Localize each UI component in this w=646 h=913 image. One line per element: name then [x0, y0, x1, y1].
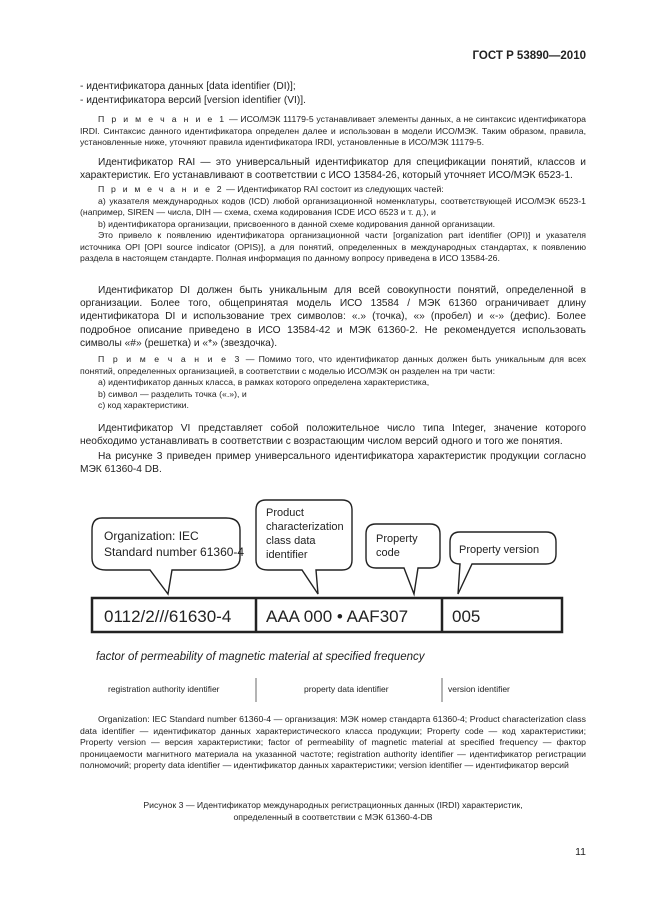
bubble-version-text: Property version — [459, 544, 540, 556]
list-item: - идентификатора данных [data identifier (DI)]; — [80, 81, 296, 92]
bubble-pc-line: Product — [266, 507, 304, 519]
note-tail: Это привело к появлению идентификатора организационной части [organization part identifier (OPI)] и указателя источника OPI [OPI source indicator (OPIS)], а для понятий, определенных в международных стандартах, к появлению раздела в настоящем стандарте. Полная информация по данному вопросу приведена в ИСО 13584-26. — [80, 230, 586, 263]
note-label: П р и м е ч а н и е 3 — [98, 354, 242, 364]
standard-header: ГОСТ Р 53890—2010 — [472, 50, 586, 62]
note-text: — ИСО/МЭК 11179-5 устанавливает элементы данных, а не синтаксис идентификатора IRDI. Синтаксис данного идентификатора определен далее и использован в модели ИСО/МЭК. Таким образом, правила, установленные ниже, уточняют правила идентификатора IRDI, установленные в ИСО/МЭК 11179-5. — [80, 114, 586, 147]
note-item: a) идентификатор данных класса, в рамках которого определена характеристика, — [98, 377, 430, 387]
irdi-figure — [80, 498, 586, 703]
paragraph-rai: Идентификатор RAI — это универсальный идентификатор для спецификации понятий, классов и характеристик. Его устанавливают в соответствии с ИСО 13584-26, который уточняет ИСО/МЭК 6523-1. — [80, 157, 586, 182]
note-1 — [80, 114, 586, 149]
note-3 — [80, 354, 586, 412]
paragraph-vi: Идентификатор VI представляет собой положительное число типа Integer, значение которого необходимо устанавливать в соответствии с возрастающим числом версий одного и того же понятия. — [80, 423, 586, 448]
id-part: AAA 000 • AAF307 — [266, 607, 409, 626]
id-part: 005 — [452, 607, 481, 626]
bottom-label: registration authority identifier — [108, 684, 220, 694]
bottom-label: property data identifier — [304, 684, 389, 694]
italic-caption: factor of permeability of magnetic material at specified frequency — [96, 651, 425, 663]
figure-caption — [80, 800, 586, 823]
bubble-pc-line: identifier — [266, 549, 308, 561]
bubble-pc-line: characterization — [266, 521, 344, 533]
bubble-product-class — [256, 500, 352, 594]
note-label: П р и м е ч а н и е 1 — [98, 114, 227, 124]
bubble-property-version — [450, 532, 556, 594]
note-item: a) указателя международных кодов (ICD) любой организационной номенклатуры, соответствующей ИСО/МЭК 6523-1 (например, SIREN — числа, DIH — схема, схема кодирования ICDE ИСО 6523 и т. д.), и — [80, 195, 586, 217]
irdi-box — [92, 598, 562, 632]
note-intro: — Идентификатор RAI состоит из следующих частей: — [223, 184, 444, 194]
caption-line: Рисунок 3 — Идентификатор международных регистрационных данных (IRDI) характеристик, — [143, 800, 523, 810]
bubble-property-code — [366, 524, 440, 594]
note-item: c) код характеристики. — [98, 400, 189, 410]
paragraph-di: Идентификатор DI должен быть уникальным для всей совокупности понятий, определенной в организации. Более того, общепринятая модель ИСО 13584 / МЭК 61360 ограничивает длину идентификатора DI и использование трех символов: «.» (точка), «» (пробел) и «-» (дефис). Более подробное описание приведено в ИСО 13584-42 и МЭК 61360-2. Не рекомендуется использовать символы «#» (решетка) и «*» (звездочка). — [80, 285, 586, 349]
caption-line: определенный в соответствии с МЭК 61360-4-DB — [233, 811, 433, 822]
bubble-code-line: code — [376, 547, 400, 559]
bubble-pc-line: class data — [266, 535, 316, 547]
note-item: b) символ — разделить точка («.»), и — [98, 388, 247, 399]
bottom-label: version identifier — [448, 684, 510, 694]
bubble-code-line: Property — [376, 533, 418, 545]
note-2 — [80, 184, 586, 265]
page-number: 11 — [575, 846, 586, 858]
bubble-organization — [92, 518, 244, 594]
list-item: - идентификатора версий [version identifier (VI)]. — [80, 95, 306, 106]
note-item: b) идентификатора организации, присвоенного в данной схеме кодирования данной организации. — [98, 218, 496, 229]
figure-legend: Organization: IEC Standard number 61360-4 — организация: МЭК номер стандарта 61360-4; Product characterization class data identifier — идентификатор данных характеристического класса продукции; Property code — код характеристики; Property version — версия характеристики; factor of permeability of magnetic material at specified frequency — фактор проницаемости магнитного материала на указанной частоте; registration authority identifier — идентификатор регистрации полномочий; property data identifier — идентификатор данных характеристики; version identifier — идентификатор версий — [80, 714, 586, 770]
note-intro: — Помимо того, что идентификатор данных должен быть уникальным для всех понятий, определенных организацией, в соответствии с моделью ИСО/МЭК он разделен на три части: — [80, 354, 586, 376]
paragraph-figure-ref: На рисунке 3 приведен пример универсального идентификатора характеристик продукции согласно МЭК 61360-4 DB. — [80, 451, 586, 476]
bubble-org-line: Standard number 61360-4 — [104, 545, 245, 559]
id-part: 0112/2///61630-4 — [104, 607, 232, 626]
note-label: П р и м е ч а н и е 2 — [98, 184, 224, 194]
bubble-org-line: Organization: IEC — [104, 529, 199, 543]
